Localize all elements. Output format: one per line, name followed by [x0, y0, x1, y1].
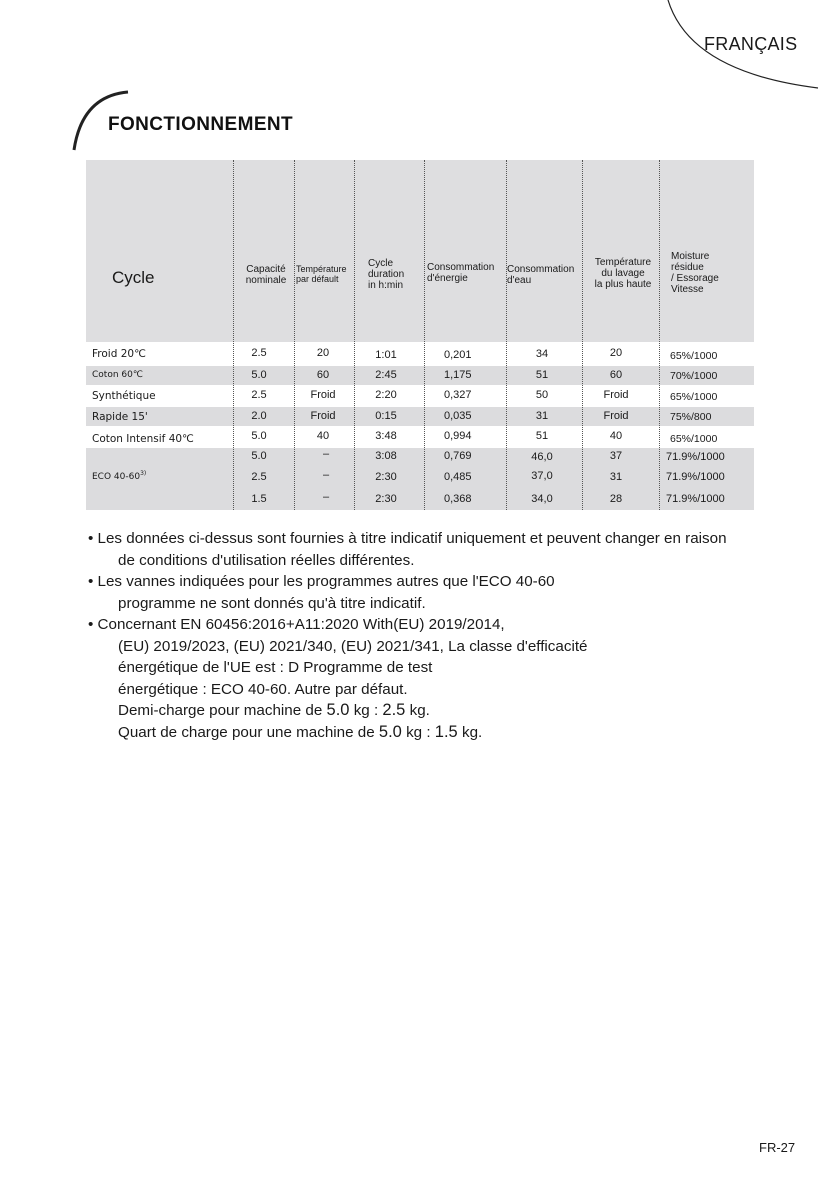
cell-temp: Froid — [310, 389, 336, 401]
cell-energy: 0,327 — [444, 389, 472, 401]
cell-max-temp: 20 — [609, 347, 623, 359]
header-capacity: Capacité nominale — [245, 264, 287, 286]
cell-max-temp: 28 — [609, 493, 623, 505]
cell-max-temp: Froid — [603, 410, 629, 422]
header-water: Consommation d'eau — [507, 264, 575, 286]
header-duration: Cycle duration in h:min — [368, 258, 405, 291]
section-title: FONCTIONNEMENT — [108, 114, 294, 135]
language-label: FRANÇAIS — [704, 34, 798, 54]
cell-duration: 2:20 — [375, 389, 397, 401]
notes — [88, 528, 808, 743]
column-divider — [424, 160, 425, 510]
table-row-band — [86, 407, 754, 426]
cell-temp: 60 — [316, 369, 330, 381]
header-cycle: Cycle — [112, 268, 155, 287]
cell-temp: – — [322, 448, 330, 460]
note-line: • Les données ci-dessus sont fournies à titre indicatif uniquement et peuvent changer en raison — [88, 530, 727, 547]
table-row-band — [86, 448, 754, 510]
header-energy: Consommation d'énergie — [427, 262, 495, 284]
cell-moisture: 71.9%/1000 — [666, 451, 725, 463]
cell-capacity: 2.5 — [251, 389, 267, 401]
page-number: FR-27 — [759, 1140, 796, 1155]
column-divider — [233, 160, 234, 510]
cell-duration: 0:15 — [375, 410, 397, 422]
cell-moisture: 65%/1000 — [670, 433, 718, 445]
cell-max-temp: 60 — [609, 369, 623, 381]
cell-capacity: 2.0 — [251, 410, 267, 422]
note-quarter-load: Quart de charge pour une machine de 5.0 kg : 1.5 kg. — [118, 722, 483, 741]
column-divider — [582, 160, 583, 510]
cell-temp: – — [322, 491, 330, 503]
cell-duration: 3:48 — [375, 430, 397, 442]
cell-moisture: 75%/800 — [670, 411, 712, 423]
cell-temp: – — [322, 469, 330, 481]
note-line: (EU) 2019/2023, (EU) 2021/340, (EU) 2021/341, La classe d'efficacité — [118, 637, 588, 655]
cell-moisture: 71.9%/1000 — [666, 471, 725, 483]
cell-moisture: 71.9%/1000 — [666, 493, 725, 505]
cell-capacity: 1.5 — [251, 493, 267, 505]
row-name: Coton Intensif 40℃ — [92, 433, 194, 445]
cell-max-temp: 31 — [609, 471, 623, 483]
cell-energy: 0,769 — [444, 450, 472, 462]
cell-energy: 0,201 — [444, 349, 472, 361]
cell-temp: Froid — [310, 410, 336, 422]
cell-water: 37,0 — [531, 470, 553, 482]
cell-capacity: 5.0 — [251, 369, 267, 381]
header-moisture: Moisture résidue / Essorage Vitesse — [671, 251, 719, 295]
cell-moisture: 65%/1000 — [670, 350, 718, 362]
column-divider — [354, 160, 355, 510]
cell-max-temp: 37 — [609, 450, 623, 462]
cell-moisture: 65%/1000 — [670, 391, 718, 403]
note-line: énergétique : ECO 40-60. Autre par défaut. — [118, 680, 408, 698]
cell-water: 34,0 — [531, 493, 553, 505]
cell-max-temp: 40 — [609, 430, 623, 442]
row-name: Coton 60℃ — [92, 370, 143, 380]
column-divider — [659, 160, 660, 510]
cell-capacity: 2.5 — [251, 347, 267, 359]
cell-water: 34 — [535, 348, 549, 360]
cell-energy: 0,035 — [444, 410, 472, 422]
cell-water: 46,0 — [531, 451, 553, 463]
cell-water: 50 — [535, 389, 549, 401]
cell-water: 51 — [535, 369, 549, 381]
cell-capacity: 2.5 — [251, 471, 267, 483]
table-row-band — [86, 366, 754, 385]
note-other-programmes — [88, 571, 808, 614]
cell-capacity: 5.0 — [251, 450, 267, 462]
note-line: • Concernant EN 60456:2016+A11:2020 With(EU) 2019/2014, — [88, 616, 505, 633]
cell-energy: 1,175 — [444, 369, 472, 381]
cell-energy: 0,368 — [444, 493, 472, 505]
note-line: • Les vannes indiquées pour les programmes autres que l'ECO 40-60 — [88, 573, 555, 590]
row-name: Rapide 15' — [92, 411, 148, 423]
header-max-temp: Température du lavage la plus haute — [594, 257, 652, 290]
note-indicative — [88, 528, 808, 571]
row-name: Froid 20℃ — [92, 348, 146, 360]
cell-water: 31 — [535, 410, 549, 422]
note-line: énergétique de l'UE est : D Programme de test — [118, 659, 433, 676]
note-line: programme ne sont donnés qu'à titre indicatif. — [118, 594, 426, 612]
row-name-eco: ECO 40-60$^{3)}$ — [92, 470, 147, 482]
note-line: de conditions d'utilisation réelles différentes. — [118, 551, 415, 569]
cell-duration: 2:30 — [375, 493, 397, 505]
cell-moisture: 70%/1000 — [670, 370, 718, 382]
cell-duration: 3:08 — [375, 450, 397, 462]
cell-temp: 40 — [316, 430, 330, 442]
cell-temp: 20 — [316, 347, 330, 359]
note-half-load: Demi-charge pour machine de 5.0 kg : 2.5 kg. — [118, 701, 430, 719]
cell-duration: 2:30 — [375, 471, 397, 483]
cell-energy: 0,485 — [444, 471, 472, 483]
header-default-temp: Température par défault — [296, 264, 347, 284]
note-regulation — [88, 614, 808, 743]
column-divider — [506, 160, 507, 510]
row-name: Synthétique — [92, 390, 156, 402]
cell-duration: 1:01 — [375, 349, 397, 361]
table-header-background — [86, 160, 754, 342]
cell-energy: 0,994 — [444, 430, 472, 442]
cell-max-temp: Froid — [603, 389, 629, 401]
cell-water: 51 — [535, 430, 549, 442]
cell-capacity: 5.0 — [251, 430, 267, 442]
column-divider — [294, 160, 295, 510]
cell-duration: 2:45 — [375, 369, 397, 381]
programme-table — [86, 160, 754, 510]
